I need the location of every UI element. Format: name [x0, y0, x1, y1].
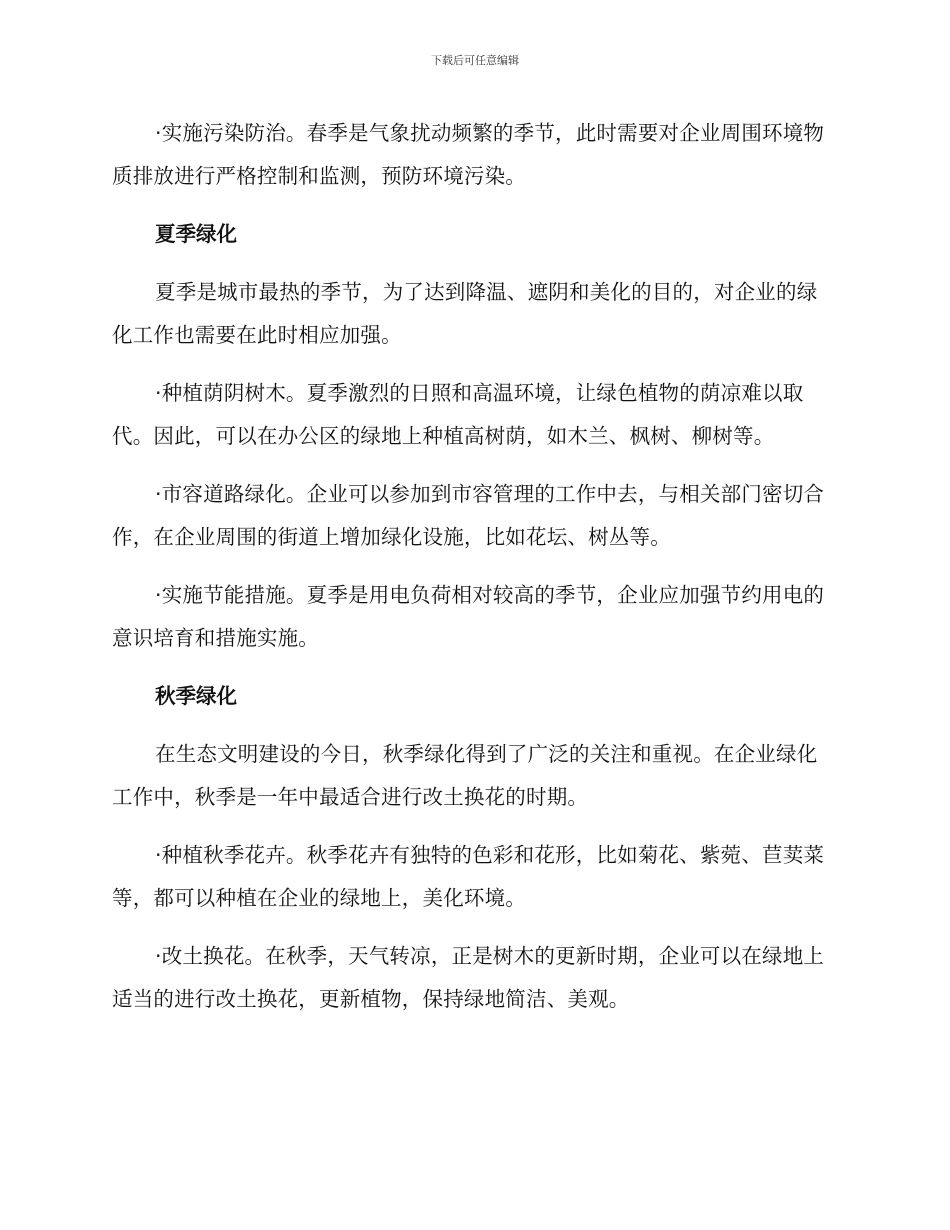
paragraph-gap — [112, 718, 838, 733]
paragraph-gap — [112, 256, 838, 271]
paragraph-gap — [112, 920, 838, 935]
paragraph-gap — [112, 660, 838, 675]
paragraph-summer-intro: 夏季是城市最热的季节，为了达到降温、遮阴和美化的目的，对企业的绿化工作也需要在此时相应加强。 — [112, 280, 818, 347]
paragraph-gap — [112, 819, 838, 834]
paragraph-gap — [112, 458, 838, 473]
paragraph-autumn-intro: 在生态文明建设的今日，秋季绿化得到了广泛的关注和重视。在企业绿化工作中，秋季是一年中最适合进行改土换花的时期。 — [112, 742, 818, 809]
paragraph-summer-roads: ·市容道路绿化。企业可以参加到市容管理的工作中去，与相关部门密切合作，在企业周围的街道上增加绿化设施，比如花坛、树丛等。 — [112, 482, 825, 549]
page-header-note: 下载后可任意编辑 — [431, 54, 519, 67]
paragraph-gap — [112, 198, 838, 213]
paragraph-autumn-soil: ·改土换花。在秋季，天气转凉，正是树木的更新时期，企业可以在绿地上适当的进行改土换花，更新植物，保持绿地简洁、美观。 — [112, 944, 825, 1011]
paragraph-gap — [112, 559, 838, 574]
paragraph-autumn-flowers: ·种植秋季花卉。秋季花卉有独特的色彩和花形，比如菊花、紫菀、苣荬菜等，都可以种植在企业的绿地上，美化环境。 — [112, 843, 825, 910]
paragraph-spring-pollution: ·实施污染防治。春季是气象扰动频繁的季节，此时需要对企业周围环境物质排放进行严格控制和监测，预防环境污染。 — [112, 121, 825, 188]
paragraph-gap — [112, 357, 838, 372]
section-heading-summer: 夏季绿化 — [155, 222, 237, 246]
document-body — [112, 112, 838, 1021]
paragraph-summer-energy: ·实施节能措施。夏季是用电负荷相对较高的季节，企业应加强节约用电的意识培育和措施实施。 — [112, 583, 825, 650]
section-heading-autumn: 秋季绿化 — [155, 684, 237, 708]
paragraph-summer-trees: ·种植荫阴树木。夏季激烈的日照和高温环境，让绿色植物的荫凉难以取代。因此，可以在办公区的绿地上种植高树荫，如木兰、枫树、柳树等。 — [112, 381, 804, 448]
